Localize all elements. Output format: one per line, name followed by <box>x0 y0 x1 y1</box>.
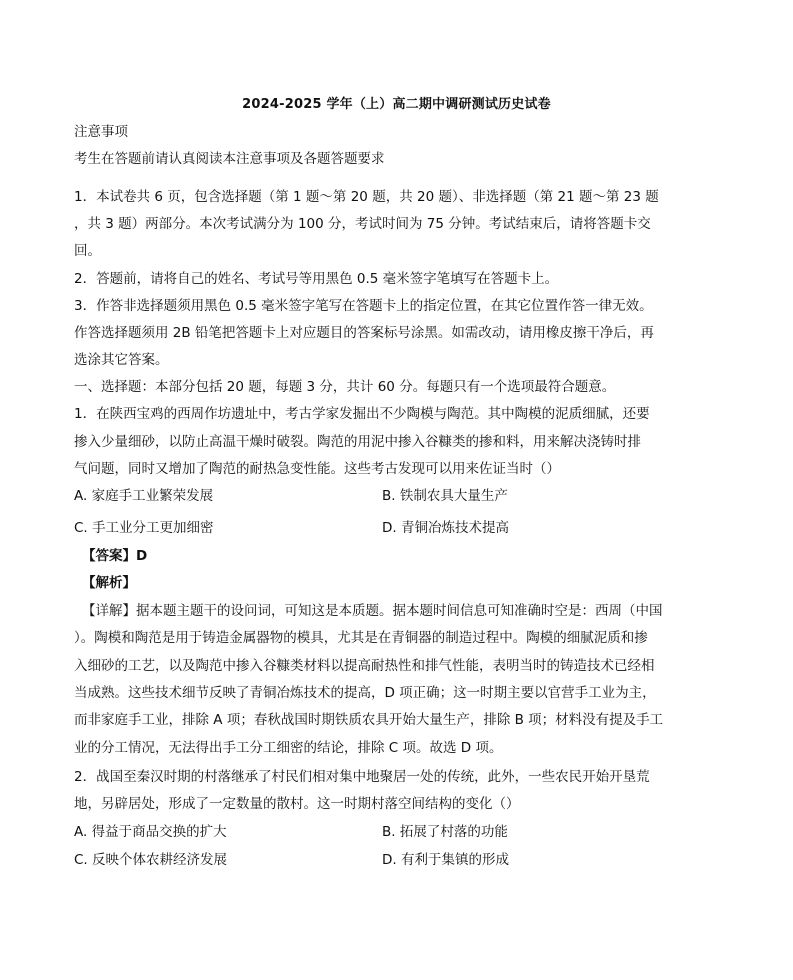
question-2-stem-line: 2．战国至秦汉时期的村落继承了村民们相对集中地聚居一处的传统，此外，一些农民开始开垦荒 <box>74 769 650 785</box>
question-1-option-b: B. 铁制农具大量生产 <box>382 488 508 504</box>
notice-rule-line: ，共 3 题）两部分。本次考试满分为 100 分，考试时间为 75 分钟。考试结束后，请将答题卡交 <box>74 216 651 232</box>
question-2-option-b: B. 拓展了村落的功能 <box>382 824 508 840</box>
notice-rule-line: 3．作答非选择题须用黑色 0.5 毫米签字笔写在答题卡上的指定位置，在其它位置作答一律无效。 <box>74 298 653 314</box>
question-1-detail-line: 而非家庭手工业，排除 A 项；春秋战国时期铁质农具开始大量生产，排除 B 项；材料没有提及手工 <box>74 712 664 728</box>
notice-rule-line: 作答选择题须用 2B 铅笔把答题卡上对应题目的答案标号涂黑。如需改动，请用橡皮擦干净后，再 <box>74 325 654 341</box>
question-1-option-d: D. 青铜冶炼技术提高 <box>382 520 509 536</box>
question-1-detail-line: ）。陶模和陶范是用于铸造金属器物的模具，尤其是在青铜器的制造过程中。陶模的细腻泥质和掺 <box>74 630 648 646</box>
exam-title: 2024-2025 学年（上）高二期中调研测试历史试卷 <box>242 97 551 112</box>
question-1-detail-line: 【详解】据本题主题干的设问词，可知这是本质题。据本题时间信息可知准确时空是：西周（中国 <box>82 603 663 619</box>
question-1-stem-line: 1．在陕西宝鸡的西周作坊遗址中，考古学家发掘出不少陶模与陶范。其中陶模的泥质细腻，还要 <box>74 406 650 422</box>
question-1-answer: 【答案】D <box>82 548 148 564</box>
notice-heading: 注意事项 <box>74 124 128 140</box>
question-1-detail-line: 入细砂的工艺，以及陶范中掺入谷糠类材料以提高耐热性和排气性能，表明当时的铸造技术已经相 <box>74 658 655 674</box>
question-1-analysis-label: 【解析】 <box>82 575 136 591</box>
notice-rule-line: 2．答题前，请将自己的姓名、考试号等用黑色 0.5 毫米签字笔填写在答题卡上。 <box>74 271 559 287</box>
question-1-option-c: C. 手工业分工更加细密 <box>74 520 214 536</box>
question-1-stem-line: 掺入少量细砂，以防止高温干燥时破裂。陶范的用泥中掺入谷糠类的掺和料，用来解决浇铸时排 <box>74 434 641 450</box>
notice-intro: 考生在答题前请认真阅读本注意事项及各题答题要求 <box>74 151 385 167</box>
notice-rule-line: 回。 <box>74 243 101 259</box>
question-2-option-d: D. 有利于集镇的形成 <box>382 852 509 868</box>
question-1-detail-line: 业的分工情况，无法得出手工分工细密的结论，排除 C 项。故选 D 项。 <box>74 740 503 756</box>
question-1-detail-line: 当成熟。这些技术细节反映了青铜冶炼技术的提高，D 项正确；这一时期主要以官营手工业为主， <box>74 685 656 701</box>
notice-rule-line: 1．本试卷共 6 页，包含选择题（第 1 题～第 20 题，共 20 题）、非选择题（第 21 题～第 23 题 <box>74 189 659 205</box>
notice-rule-line: 选涂其它答案。 <box>74 352 169 368</box>
question-1-stem-line: 气问题，同时又增加了陶范的耐热急变性能。这些考古发现可以用来佐证当时（） <box>74 461 560 477</box>
question-2-stem-line: 地，另辟居处，形成了一定数量的散村。这一时期村落空间结构的变化（） <box>74 796 520 812</box>
question-2-option-a: A. 得益于商品交换的扩大 <box>74 824 227 840</box>
question-2-option-c: C. 反映个体农耕经济发展 <box>74 852 228 868</box>
section-heading: 一、选择题：本部分包括 20 题，每题 3 分，共计 60 分。每题只有一个选项最符合题意。 <box>74 379 616 395</box>
question-1-option-a: A. 家庭手工业繁荣发展 <box>74 488 214 504</box>
